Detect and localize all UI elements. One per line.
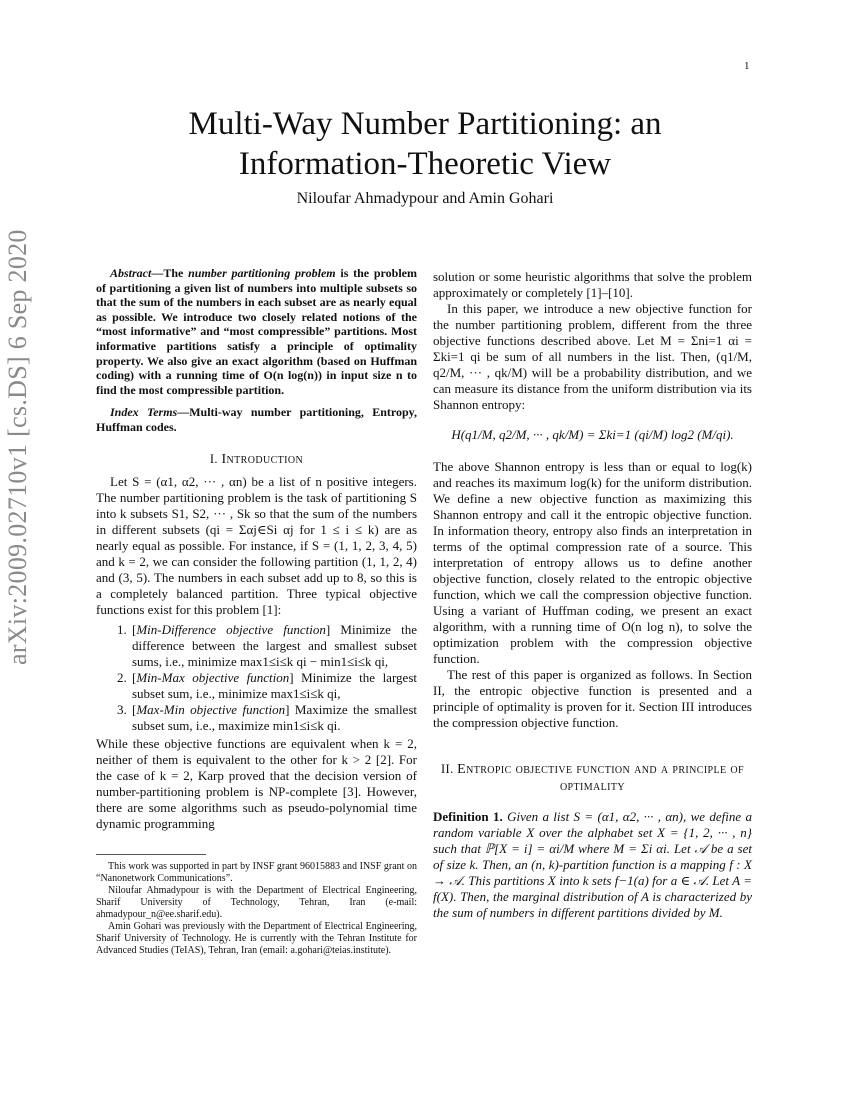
left-column <box>96 266 417 957</box>
list-item: 1. [Min-Difference objective function] Minimize the difference between the largest and smallest subset sums, i.e., minimize max1≤i≤k qi − min1≤i≤k qi, <box>130 622 417 670</box>
right-column <box>433 269 752 921</box>
title-line-1: Multi-Way Number Partitioning: an <box>188 106 662 142</box>
intro-paragraph-2-continued: solution or some heuristic algorithms that solve the problem approximately or completely [1]–[10]. <box>433 269 752 300</box>
section-heading-entropic: II. Entropic objective function and a principle of optimality <box>440 762 745 794</box>
definition-text: Given a list S = (α1, α2, ··· , αn), we define a random variable X over the alphabet set X = {1, 2, ··· , n} such that ℙ[X = i] = αi/M where M = Σi αi. Let 𝒜 be a set of size k. Then, an (n, k)-partition function is a mapping f : X → 𝒜. This partitions X into k sets f−1(a) for a ∈ 𝒜. Let A = f(X). Then, the marginal distribution of A is characterized by the sum of numbers in different partitions divided by M. <box>433 809 752 920</box>
abstract: Abstract—The number partitioning problem is the problem of partitioning a given list of numbers into multiple subsets so that the sum of the numbers in each subset are as nearly equal as possible. We introduce two closely related notions of the “most informative” and “most compressible” partitions. Most informative partitions satisfy a principle of optimality property. We also give an exact algorithm (based on Huffman coding) with a running time of O(n log(n)) in input size n to find the most compressible partition. <box>96 266 417 397</box>
paper-title <box>100 104 750 184</box>
index-terms-label: Index Terms <box>110 405 178 420</box>
section-heading-introduction: I. Introduction <box>209 451 304 467</box>
footnote-author-2: Amin Gohari was previously with the Department of Electrical Engineering, Sharif University of Technology. He is currently with the Tehran Institute for Advanced Studies (TeIAS), Tehran, Iran (email: a.gohari@teias.institute). <box>96 920 417 956</box>
objective-function-list <box>96 622 417 734</box>
footnote-divider <box>96 854 206 855</box>
arxiv-identifier-stamp: arXiv:2009.02710v1 [cs.DS] 6 Sep 2020 <box>3 229 32 665</box>
intro-paragraph-2: While these objective functions are equivalent when k = 2, neither of them is equivalent to the other for k > 2 [2]. For the case of k = 2, Karp proved that the decision version of number-partitioning problem is NP-complete [3]. However, there are some algorithms such as pseudo-polynomial time dynamic programming <box>96 735 417 831</box>
intro-paragraph-1: Let S = (α1, α2, ··· , αn) be a list of n positive integers. The number partitioning problem is the task of partitioning S into k subsets S1, S2, ··· , Sk so that the sum of the numbers in different subsets (qi = Σαj∈Si αj for 1 ≤ i ≤ k) are as nearly equal as possible. For instance, if S = (1, 1, 2, 3, 4, 5) and k = 2, we can consider the following partition (1, 1, 2, 4) and (3, 5). The numbers in each subset add up to 8, so this is a completely balanced partition. Three typical objective functions exist for this problem [1]: <box>96 473 417 617</box>
definition-label: Definition 1. <box>433 809 503 824</box>
intro-paragraph-5: The rest of this paper is organized as follows. In Section II, the entropic objective function is presented and a principle of optimality is proven for it. Section III introduces the compression objective function. <box>433 667 752 730</box>
footnote-author-1: Niloufar Ahmadypour is with the Department of Electrical Engineering, Sharif University of Technology, Tehran, Iran (e-mail: ahmadypour_n@ee.sharif.edu). <box>96 884 417 920</box>
list-item: 3. [Max-Min objective function] Maximize the smallest subset sum, i.e., maximize min1≤i≤k qi. <box>130 702 417 734</box>
abstract-text: is the problem of partitioning a given list of numbers into multiple subsets so that the sum of the numbers in each subset are as nearly equal as possible. We introduce two closely related notions of the “most informative” and “most compressible” partitions. Most informative partitions satisfy a principle of optimality property. We also give an exact algorithm (based on Huffman coding) with a running time of O(n log(n)) in input size n to find the most compressible partition. <box>96 266 417 397</box>
abstract-label: Abstract <box>110 266 152 280</box>
index-terms-text: —Multi-way number partitioning, Entropy, Huffman codes. <box>96 405 417 434</box>
footnotes <box>96 861 417 957</box>
footnote-funding: This work was supported in part by INSF grant 96015883 and INSF grant on “Nanonetwork Communications”. <box>96 860 417 884</box>
index-terms <box>96 405 417 434</box>
author-list: Niloufar Ahmadypour and Amin Gohari <box>296 190 554 207</box>
definition-1 <box>433 809 752 921</box>
intro-paragraph-3: In this paper, we introduce a new objective function for the number partitioning problem, different from the three objective functions described above. Let M = Σni=1 αi = Σki=1 qi be sum of all numbers in the list. Then, (q1/M, q2/M, ··· , qk/M) will be a probability distribution, and we can measure its distance from the uniform distribution via its Shannon entropy: <box>433 301 752 412</box>
intro-paragraph-4: The above Shannon entropy is less than or equal to log(k) and reaches its maximum log(k) for the uniform distribution. We define a new objective function as maximizing this Shannon entropy and call it the entropic objective function. In information theory, entropy also finds an interpretation in terms of the optimal compression rate of a source. This interpretation of entropy allows us to define another objective function, closely related to the entropic objective function, which we call the compression objective function. Using a variant of Huffman coding, we present an exact algorithm, with a running time of O(n log n), to solve the optimization problem with the compression objective function. <box>433 459 752 666</box>
title-line-2: Information-Theoretic View <box>238 146 612 182</box>
list-item: 2. [Min-Max objective function] Minimize the largest subset sum, i.e., minimize max1≤i≤k qi, <box>130 670 417 702</box>
abstract-term: number partitioning problem <box>188 266 336 280</box>
page-number: 1 <box>744 60 750 72</box>
entropy-equation: H(q1/M, q2/M, ··· , qk/M) = Σki=1 (qi/M) log2 (M/qi). <box>451 427 734 442</box>
